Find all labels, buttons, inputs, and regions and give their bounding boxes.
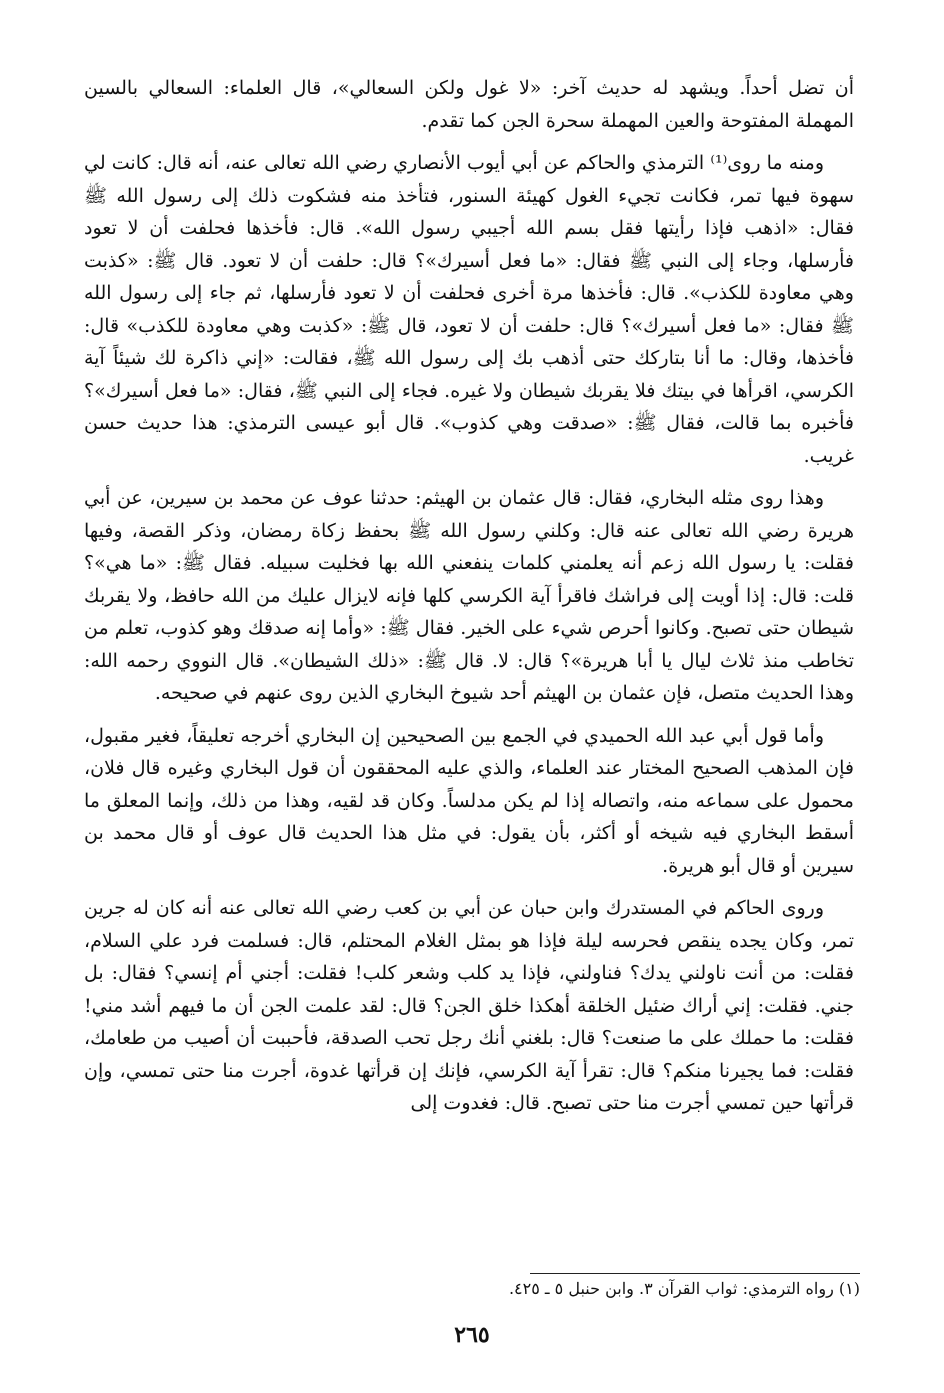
paragraph-2: ومنه ما روى⁽¹⁾ الترمذي والحاكم عن أبي أيوب الأنصاري رضي الله تعالى عنه، أنه قال: كانت لي سهوة فيها تمر، فكانت تجيء الغول كهيئة السنور، فتأخذ منه فشكوت ذلك إلى رسول الله ﷺ فقال: «اذهب فإذا رأيتها فقل بسم الله أجيبي رسول الله». قال: فأخذها فحلفت أن لا تعود فأرسلها، وجاء إلى النبي ﷺ فقال: «ما فعل أسيرك»؟ قال: حلفت أن لا تعود. قال ﷺ: «كذبت وهي معاودة للكذب». قال: فأخذها مرة أخرى فحلفت أن لا تعود فأرسلها، ثم جاء إلى رسول الله ﷺ فقال: «ما فعل أسيرك»؟ قال: حلفت أن لا تعود، قال ﷺ: «كذبت وهي معاودة للكذب» قال: فأخذها، وقال: ما أنا بتاركك حتى أذهب بك إلى رسول الله ﷺ، فقالت: «إني ذاكرة لك شيئاً آية الكرسي، اقرأها في بيتك فلا يقربك شيطان ولا غيره. فجاء إلى النبي ﷺ، فقال: «ما فعل أسيرك»؟ فأخبره بما قالت، فقال ﷺ: «صدقت وهي كذوب». قال أبو عيسى الترمذي: هذا حديث حسن غريب. bbox=[84, 152, 854, 467]
page-body bbox=[84, 72, 854, 1120]
paragraph-4: وأما قول أبي عبد الله الحميدي في الجمع بين الصحيحين إن البخاري أخرجه تعليقاً، فغير مقبول، فإن المذهب الصحيح المختار عند العلماء، والذي عليه المحققون أن قول البخاري وغيره قال فلان، محمول على سماعه منه، واتصاله إذا لم يكن مدلساً. وكان قد لقيه، وهذا من ذلك، وإنما المعلق ما أسقط البخاري فيه شيخه أو أكثر، بأن يقول: في مثل هذا الحديث قال عوف أو قال محمد بن سيرين أو قال أبو هريرة. bbox=[84, 724, 854, 877]
page-number: ٢٦٥ bbox=[454, 1322, 490, 1348]
footnote-divider bbox=[530, 1273, 860, 1274]
paragraph-3: وهذا روى مثله البخاري، فقال: قال عثمان بن الهيثم: حدثنا عوف عن محمد بن سيرين، عن أبي هريرة رضي الله تعالى عنه قال: وكلني رسول الله ﷺ بحفظ زكاة رمضان، وذكر القصة، وفيها فقلت: يا رسول الله زعم أنه يعلمني كلمات ينفعني الله بها فخليت سبيله. فقال ﷺ: «ما هي»؟ قلت: قال: إذا أويت إلى فراشك فاقرأ آية الكرسي كلها فإنه لايزال عليك من الله حافظ، ولا يقربك شيطان حتى تصبح. وكانوا أحرص شيء على الخير. فقال ﷺ: «وأما إنه صدقك وهو كذوب، تعلم من تخاطب منذ ثلاث ليال يا أبا هريرة»؟ قال: لا. قال ﷺ: «ذلك الشيطان». قال النووي رحمه الله: وهذا الحديث متصل، فإن عثمان بن الهيثم أحد شيوخ البخاري الذين روى عنهم في صحيحه. bbox=[84, 487, 854, 704]
footnote: (١) رواه الترمذي: ثواب القرآن ٣. وابن حنبل ٥ ـ ٤٢٥. bbox=[508, 1279, 860, 1298]
paragraph-5: وروى الحاكم في المستدرك وابن حبان عن أبي بن كعب رضي الله تعالى عنه أنه كان له جرين تمر، وكان يجده ينقص فحرسه ليلة فإذا هو بمثل الغلام المحتلم، قال: فسلمت فرد علي السلام، فقلت: من أنت ناولني يدك؟ فناولني، فإذا يد كلب وشعر كلب! فقلت: أجني أم إنسي؟ فقال: بل جني. فقلت: إني أراك ضئيل الخلقة أهكذا خلق الجن؟ قال: لقد علمت الجن أن ما فيهم أشد مني! فقلت: ما حملك على ما صنعت؟ قال: بلغني أنك رجل تحب الصدقة، فأحببت أن أصيب من طعامك، فقلت: فما يجيرنا منكم؟ قال: تقرأ آية الكرسي، فإنك إن قرأتها غدوة، أجرت منا حتى تمسي، وإن قرأتها حين تمسي أجرت منا حتى تصبح. قال: فغدوت إلى bbox=[84, 897, 854, 1114]
paragraph-1: أن تضل أحداً. ويشهد له حديث آخر: «لا غول ولكن السعالي»، قال العلماء: السعالي بالسين المهملة المفتوحة والعين المهملة سحرة الجن كما تقدم. bbox=[84, 77, 854, 132]
